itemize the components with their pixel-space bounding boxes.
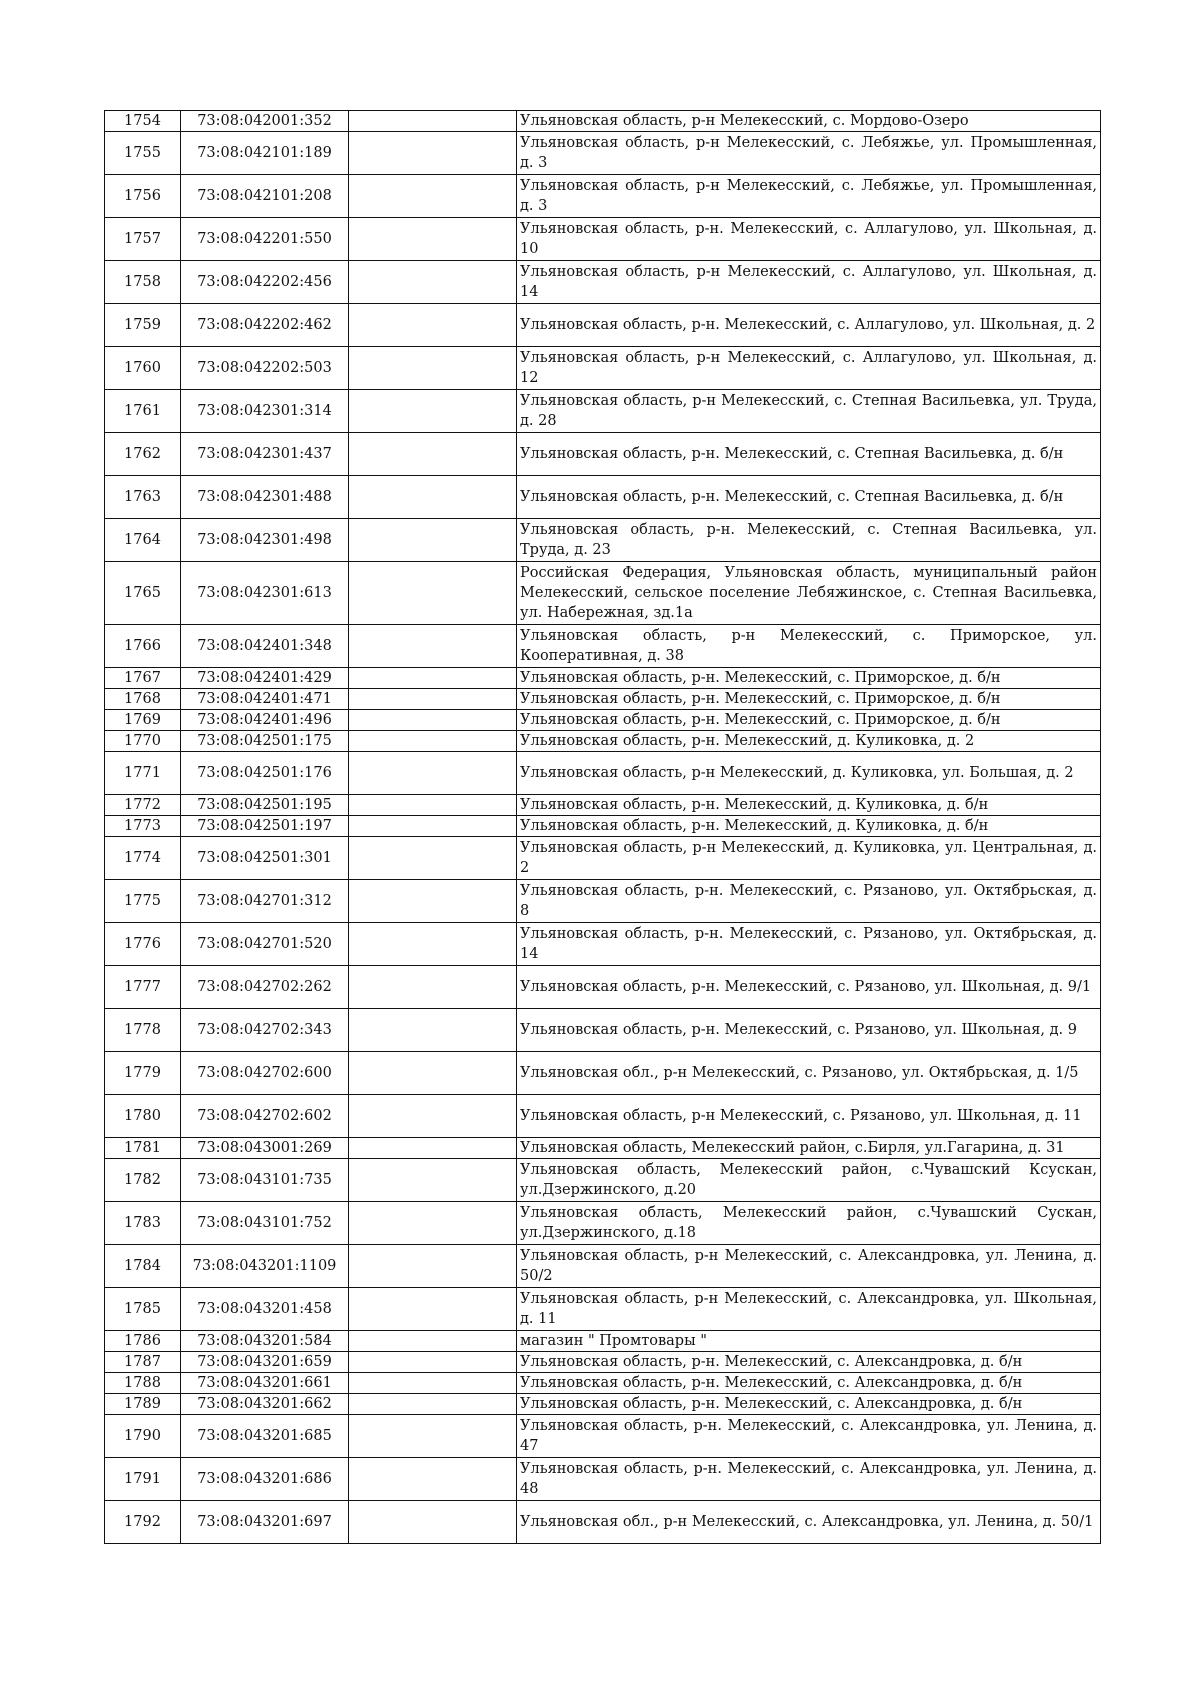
- empty-cell: [349, 1501, 517, 1544]
- table-row: [105, 966, 1101, 1009]
- cadastral-number: 73:08:043201:661: [181, 1373, 349, 1394]
- cadastral-number: 73:08:042202:462: [181, 304, 349, 347]
- cadastral-number: 73:08:042101:208: [181, 175, 349, 218]
- address: Ульяновская область, р-н. Мелекесский, д. Куликовка, д. б/н: [517, 795, 1101, 816]
- address: Ульяновская область, Мелекесский район, с.Чувашский Сускан, ул.Дзержинского, д.18: [517, 1202, 1101, 1245]
- empty-cell: [349, 519, 517, 562]
- table-row: [105, 111, 1101, 132]
- address: Ульяновская область, р-н Мелекесский, д. Куликовка, ул. Большая, д. 2: [517, 752, 1101, 795]
- table-row: [105, 880, 1101, 923]
- empty-cell: [349, 1458, 517, 1501]
- row-number: 1770: [105, 731, 181, 752]
- empty-cell: [349, 795, 517, 816]
- cadastral-number: 73:08:043101:735: [181, 1159, 349, 1202]
- cadastral-number: 73:08:043201:659: [181, 1352, 349, 1373]
- row-number: 1759: [105, 304, 181, 347]
- empty-cell: [349, 132, 517, 175]
- address: Ульяновская область, Мелекесский район, с.Бирля, ул.Гагарина, д. 31: [517, 1138, 1101, 1159]
- empty-cell: [349, 111, 517, 132]
- row-number: 1767: [105, 668, 181, 689]
- address: магазин " Промтовары ": [517, 1331, 1101, 1352]
- empty-cell: [349, 1288, 517, 1331]
- cadastral-number: 73:08:043201:686: [181, 1458, 349, 1501]
- table-row: [105, 816, 1101, 837]
- table-row: [105, 731, 1101, 752]
- row-number: 1775: [105, 880, 181, 923]
- address: Ульяновская область, р-н. Мелекесский, с. Степная Васильевка, ул. Труда, д. 23: [517, 519, 1101, 562]
- empty-cell: [349, 1052, 517, 1095]
- address: Ульяновская область, р-н. Мелекесский, с. Рязаново, ул. Октябрьская, д. 14: [517, 923, 1101, 966]
- empty-cell: [349, 218, 517, 261]
- empty-cell: [349, 476, 517, 519]
- cadastral-number: 73:08:043101:752: [181, 1202, 349, 1245]
- empty-cell: [349, 731, 517, 752]
- row-number: 1788: [105, 1373, 181, 1394]
- table-row: [105, 1095, 1101, 1138]
- row-number: 1760: [105, 347, 181, 390]
- address: Ульяновская область, р-н. Мелекесский, с. Приморское, д. б/н: [517, 710, 1101, 731]
- row-number: 1755: [105, 132, 181, 175]
- table-row: [105, 175, 1101, 218]
- empty-cell: [349, 710, 517, 731]
- cadastral-number: 73:08:042702:262: [181, 966, 349, 1009]
- table-row: [105, 1352, 1101, 1373]
- cadastral-number: 73:08:042501:195: [181, 795, 349, 816]
- empty-cell: [349, 261, 517, 304]
- cadastral-number: 73:08:042501:175: [181, 731, 349, 752]
- cadastral-number: 73:08:042202:503: [181, 347, 349, 390]
- table-body: [105, 111, 1101, 1544]
- empty-cell: [349, 923, 517, 966]
- row-number: 1762: [105, 433, 181, 476]
- cadastral-number: 73:08:043201:685: [181, 1415, 349, 1458]
- empty-cell: [349, 1138, 517, 1159]
- empty-cell: [349, 1009, 517, 1052]
- empty-cell: [349, 1095, 517, 1138]
- address: Ульяновская область, р-н. Мелекесский, с. Рязаново, ул. Октябрьская, д. 8: [517, 880, 1101, 923]
- table-row: [105, 390, 1101, 433]
- cadastral-number: 73:08:042701:520: [181, 923, 349, 966]
- empty-cell: [349, 816, 517, 837]
- cadastral-number: 73:08:042701:312: [181, 880, 349, 923]
- empty-cell: [349, 433, 517, 476]
- table-row: [105, 1331, 1101, 1352]
- cadastral-number: 73:08:042301:613: [181, 562, 349, 625]
- address: Ульяновская область, р-н Мелекесский, с. Лебяжье, ул. Промышленная, д. 3: [517, 175, 1101, 218]
- address: Российская Федерация, Ульяновская область, муниципальный район Мелекесский, сельское поселение Лебяжинское, с. Степная Васильевка, ул. Набережная, зд.1а: [517, 562, 1101, 625]
- address: Ульяновская область, р-н. Мелекесский, с. Александровка, ул. Ленина, д. 48: [517, 1458, 1101, 1501]
- empty-cell: [349, 1331, 517, 1352]
- cadastral-number: 73:08:042702:343: [181, 1009, 349, 1052]
- cadastral-number: 73:08:042001:352: [181, 111, 349, 132]
- cadastral-number: 73:08:042501:197: [181, 816, 349, 837]
- row-number: 1777: [105, 966, 181, 1009]
- address: Ульяновская область, р-н Мелекесский, д. Куликовка, ул. Центральная, д. 2: [517, 837, 1101, 880]
- address: Ульяновская область, р-н. Мелекесский, с. Степная Васильевка, д. б/н: [517, 476, 1101, 519]
- cadastral-number: 73:08:042301:314: [181, 390, 349, 433]
- address: Ульяновская область, р-н Мелекесский, с. Рязаново, ул. Школьная, д. 11: [517, 1095, 1101, 1138]
- address: Ульяновская обл., р-н Мелекесский, с. Рязаново, ул. Октябрьская, д. 1/5: [517, 1052, 1101, 1095]
- row-number: 1790: [105, 1415, 181, 1458]
- address: Ульяновская область, р-н. Мелекесский, с. Аллагулово, ул. Школьная, д. 2: [517, 304, 1101, 347]
- row-number: 1783: [105, 1202, 181, 1245]
- address: Ульяновская область, р-н. Мелекесский, с. Рязаново, ул. Школьная, д. 9/1: [517, 966, 1101, 1009]
- table-row: [105, 668, 1101, 689]
- row-number: 1758: [105, 261, 181, 304]
- row-number: 1779: [105, 1052, 181, 1095]
- row-number: 1763: [105, 476, 181, 519]
- cadastral-number: 73:08:042301:488: [181, 476, 349, 519]
- cadastral-number: 73:08:042401:496: [181, 710, 349, 731]
- row-number: 1785: [105, 1288, 181, 1331]
- row-number: 1761: [105, 390, 181, 433]
- address: Ульяновская область, р-н. Мелекесский, с. Приморское, д. б/н: [517, 668, 1101, 689]
- row-number: 1778: [105, 1009, 181, 1052]
- address: Ульяновская область, р-н. Мелекесский, с. Александровка, д. б/н: [517, 1352, 1101, 1373]
- table-row: [105, 1052, 1101, 1095]
- cadastral-number: 73:08:042401:471: [181, 689, 349, 710]
- empty-cell: [349, 1373, 517, 1394]
- row-number: 1780: [105, 1095, 181, 1138]
- address: Ульяновская область, р-н Мелекесский, с. Мордово-Озеро: [517, 111, 1101, 132]
- row-number: 1756: [105, 175, 181, 218]
- cadastral-number: 73:08:042401:429: [181, 668, 349, 689]
- row-number: 1771: [105, 752, 181, 795]
- cadastral-number: 73:08:043201:584: [181, 1331, 349, 1352]
- address: Ульяновская область, р-н Мелекесский, с. Лебяжье, ул. Промышленная, д. 3: [517, 132, 1101, 175]
- table-row: [105, 1501, 1101, 1544]
- table-row: [105, 837, 1101, 880]
- table-row: [105, 261, 1101, 304]
- cadastral-number: 73:08:042702:602: [181, 1095, 349, 1138]
- empty-cell: [349, 562, 517, 625]
- address: Ульяновская область, р-н. Мелекесский, с. Александровка, ул. Ленина, д. 47: [517, 1415, 1101, 1458]
- empty-cell: [349, 1352, 517, 1373]
- empty-cell: [349, 304, 517, 347]
- table-row: [105, 132, 1101, 175]
- table-row: [105, 476, 1101, 519]
- property-register-table: [104, 110, 1101, 1544]
- empty-cell: [349, 175, 517, 218]
- table-row: [105, 304, 1101, 347]
- empty-cell: [349, 1394, 517, 1415]
- cadastral-number: 73:08:042501:301: [181, 837, 349, 880]
- row-number: 1789: [105, 1394, 181, 1415]
- empty-cell: [349, 668, 517, 689]
- table-row: [105, 1394, 1101, 1415]
- row-number: 1787: [105, 1352, 181, 1373]
- row-number: 1757: [105, 218, 181, 261]
- cadastral-number: 73:08:043201:697: [181, 1501, 349, 1544]
- empty-cell: [349, 752, 517, 795]
- cadastral-number: 73:08:043201:458: [181, 1288, 349, 1331]
- row-number: 1765: [105, 562, 181, 625]
- table-row: [105, 1415, 1101, 1458]
- cadastral-number: 73:08:042401:348: [181, 625, 349, 668]
- cadastral-number: 73:08:042202:456: [181, 261, 349, 304]
- empty-cell: [349, 625, 517, 668]
- cadastral-number: 73:08:042301:498: [181, 519, 349, 562]
- row-number: 1782: [105, 1159, 181, 1202]
- empty-cell: [349, 1159, 517, 1202]
- cadastral-number: 73:08:042702:600: [181, 1052, 349, 1095]
- table-row: [105, 218, 1101, 261]
- address: Ульяновская область, Мелекесский район, с.Чувашский Ксускан, ул.Дзержинского, д.20: [517, 1159, 1101, 1202]
- cadastral-number: 73:08:042501:176: [181, 752, 349, 795]
- table-row: [105, 689, 1101, 710]
- row-number: 1769: [105, 710, 181, 731]
- table-row: [105, 1373, 1101, 1394]
- address: Ульяновская область, р-н. Мелекесский, д. Куликовка, д. 2: [517, 731, 1101, 752]
- row-number: 1781: [105, 1138, 181, 1159]
- table-row: [105, 1288, 1101, 1331]
- empty-cell: [349, 1202, 517, 1245]
- address: Ульяновская область, р-н. Мелекесский, с. Приморское, д. б/н: [517, 689, 1101, 710]
- table-row: [105, 923, 1101, 966]
- row-number: 1773: [105, 816, 181, 837]
- row-number: 1784: [105, 1245, 181, 1288]
- address: Ульяновская область, р-н Мелекесский, с. Александровка, ул. Школьная, д. 11: [517, 1288, 1101, 1331]
- address: Ульяновская область, р-н. Мелекесский, с. Аллагулово, ул. Школьная, д. 10: [517, 218, 1101, 261]
- address: Ульяновская обл., р-н Мелекесский, с. Александровка, ул. Ленина, д. 50/1: [517, 1501, 1101, 1544]
- address: Ульяновская область, р-н Мелекесский, с. Приморское, ул. Кооперативная, д. 38: [517, 625, 1101, 668]
- cadastral-number: 73:08:042201:550: [181, 218, 349, 261]
- empty-cell: [349, 837, 517, 880]
- empty-cell: [349, 966, 517, 1009]
- address: Ульяновская область, р-н Мелекесский, с. Аллагулово, ул. Школьная, д. 14: [517, 261, 1101, 304]
- table-row: [105, 1245, 1101, 1288]
- table-row: [105, 1009, 1101, 1052]
- row-number: 1792: [105, 1501, 181, 1544]
- row-number: 1764: [105, 519, 181, 562]
- address: Ульяновская область, р-н. Мелекесский, с. Александровка, д. б/н: [517, 1373, 1101, 1394]
- cadastral-number: 73:08:043201:662: [181, 1394, 349, 1415]
- table-row: [105, 433, 1101, 476]
- row-number: 1772: [105, 795, 181, 816]
- table-row: [105, 562, 1101, 625]
- table-row: [105, 625, 1101, 668]
- empty-cell: [349, 1245, 517, 1288]
- row-number: 1754: [105, 111, 181, 132]
- address: Ульяновская область, р-н. Мелекесский, с. Рязаново, ул. Школьная, д. 9: [517, 1009, 1101, 1052]
- address: Ульяновская область, р-н. Мелекесский, с. Александровка, д. б/н: [517, 1394, 1101, 1415]
- row-number: 1786: [105, 1331, 181, 1352]
- table-row: [105, 1159, 1101, 1202]
- table-row: [105, 1458, 1101, 1501]
- address: Ульяновская область, р-н Мелекесский, с. Аллагулово, ул. Школьная, д. 12: [517, 347, 1101, 390]
- address: Ульяновская область, р-н Мелекесский, с. Степная Васильевка, ул. Труда, д. 28: [517, 390, 1101, 433]
- cadastral-number: 73:08:043201:1109: [181, 1245, 349, 1288]
- empty-cell: [349, 689, 517, 710]
- address: Ульяновская область, р-н Мелекесский, с. Александровка, ул. Ленина, д. 50/2: [517, 1245, 1101, 1288]
- cadastral-number: 73:08:043001:269: [181, 1138, 349, 1159]
- table-row: [105, 519, 1101, 562]
- row-number: 1768: [105, 689, 181, 710]
- row-number: 1791: [105, 1458, 181, 1501]
- row-number: 1766: [105, 625, 181, 668]
- row-number: 1774: [105, 837, 181, 880]
- table-row: [105, 347, 1101, 390]
- table-row: [105, 710, 1101, 731]
- table-row: [105, 752, 1101, 795]
- table-row: [105, 1138, 1101, 1159]
- table-row: [105, 1202, 1101, 1245]
- address: Ульяновская область, р-н. Мелекесский, д. Куликовка, д. б/н: [517, 816, 1101, 837]
- row-number: 1776: [105, 923, 181, 966]
- empty-cell: [349, 347, 517, 390]
- empty-cell: [349, 880, 517, 923]
- table-row: [105, 795, 1101, 816]
- empty-cell: [349, 390, 517, 433]
- cadastral-number: 73:08:042301:437: [181, 433, 349, 476]
- empty-cell: [349, 1415, 517, 1458]
- cadastral-number: 73:08:042101:189: [181, 132, 349, 175]
- address: Ульяновская область, р-н. Мелекесский, с. Степная Васильевка, д. б/н: [517, 433, 1101, 476]
